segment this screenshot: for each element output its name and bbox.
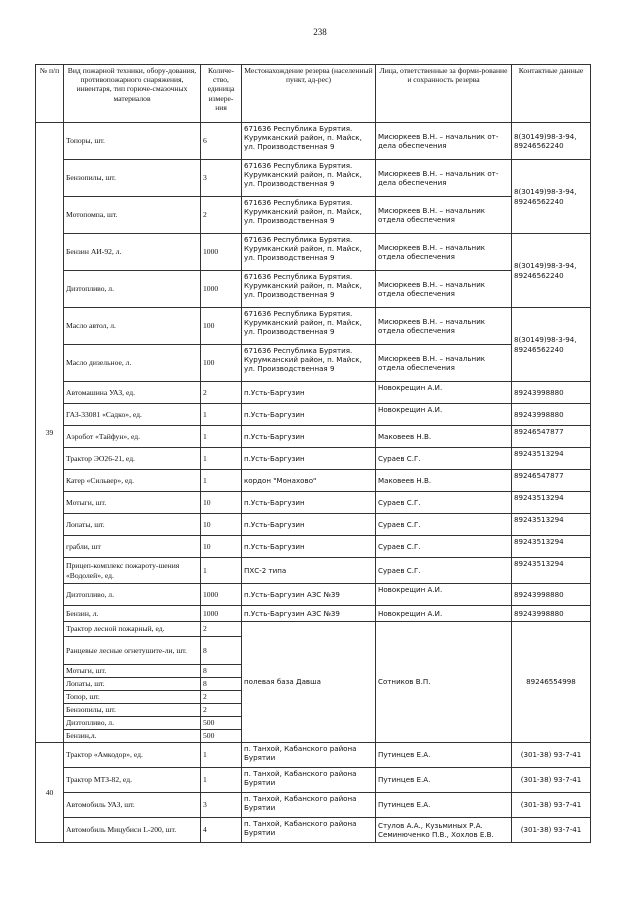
item-responsible: Новокрещин А.И.: [376, 382, 512, 404]
item-name: Прицеп-комплекс пожароту-шения «Водолей», ед.: [64, 558, 201, 584]
item-name: Топоры, шт.: [64, 123, 201, 160]
header-name: Вид пожарной техники, обору-дования, противопожарного снаряжения, инвентаря, тип горюче-смазочных материалов: [64, 65, 201, 123]
item-contact: 89243513294: [512, 514, 591, 536]
item-qty: 8: [201, 637, 242, 665]
item-contact: 8(30149)98-3-94, 89246562240: [512, 160, 591, 234]
item-responsible: Новокрещин А.И.: [376, 584, 512, 606]
item-name: Ранцевые лесные огнетушите-ли, шт.: [64, 637, 201, 665]
item-qty: 3: [201, 793, 242, 818]
item-name: Лопаты, шт.: [64, 514, 201, 536]
item-name: Катер «Сильвер», ед.: [64, 470, 201, 492]
item-contact: 8(30149)98-3-94, 89246562240: [512, 234, 591, 308]
table-row: [36, 197, 591, 234]
item-qty: 2: [201, 197, 242, 234]
item-name: Бензин,л.: [64, 730, 201, 743]
table-row: [36, 404, 591, 426]
table-row: [36, 382, 591, 404]
item-contact: 8(30149)98-3-94, 89246562240: [512, 123, 591, 160]
item-location: 671636 Республика Бурятия. Курумканский район, п. Майск, ул. Производственная 9: [242, 345, 376, 382]
item-qty: 10: [201, 492, 242, 514]
item-location: п.Усть-Баргузин: [242, 514, 376, 536]
item-name: Мотопомпа, шт.: [64, 197, 201, 234]
item-contact: 89246547877: [512, 470, 591, 492]
item-responsible: Путинцев Е.А.: [376, 768, 512, 793]
item-name: Бензин АИ-92, л.: [64, 234, 201, 271]
table-row: [36, 160, 591, 197]
item-name: Мотыги, шт.: [64, 665, 201, 678]
row-number-40: 40: [36, 743, 64, 843]
table-row: [36, 234, 591, 271]
item-qty: 6: [201, 123, 242, 160]
item-qty: 10: [201, 536, 242, 558]
item-qty: 4: [201, 818, 242, 843]
table-row: [36, 793, 591, 818]
item-name: Автомашина УАЗ, ед.: [64, 382, 201, 404]
item-location: п.Усть-Баргузин: [242, 382, 376, 404]
header-responsible: Лица, ответственные за форми-рование и сохранность резерва: [376, 65, 512, 123]
table-row: [36, 470, 591, 492]
item-contact: 89243998880: [512, 606, 591, 622]
item-contact: (301-38) 93-7-41: [512, 743, 591, 768]
item-name: Автомобиль УАЗ, шт.: [64, 793, 201, 818]
item-name: Топор, шт.: [64, 691, 201, 704]
item-name: ГАЗ-33081 «Садко», ед.: [64, 404, 201, 426]
row-number-39: 39: [36, 123, 64, 743]
item-qty: 1: [201, 426, 242, 448]
item-qty: 100: [201, 308, 242, 345]
item-contact: (301-38) 93-7-41: [512, 818, 591, 843]
header-num: № п/п: [36, 65, 64, 123]
item-location: кордон "Монахово": [242, 470, 376, 492]
item-responsible: Сураев С.Г.: [376, 536, 512, 558]
item-location: п.Усть-Баргузин АЗС №39: [242, 606, 376, 622]
header-contact: Контактные данные: [512, 65, 591, 123]
item-responsible: Путинцев Е.А.: [376, 743, 512, 768]
item-contact: 8(30149)98-3-94, 89246562240: [512, 308, 591, 382]
header-qty: Количе-ство, единица измере-ния: [201, 65, 242, 123]
item-responsible: Мисюркеев В.Н. – начальник от-дела обеспечения: [376, 160, 512, 197]
item-name: Трактор ЭО26-21, ед.: [64, 448, 201, 470]
page-number: 238: [313, 27, 327, 37]
item-location: ПХС-2 типа: [242, 558, 376, 584]
item-location: п.Усть-Баргузин: [242, 492, 376, 514]
item-qty: 1000: [201, 271, 242, 308]
item-name: Бензопилы, шт.: [64, 704, 201, 717]
item-location: 671636 Республика Бурятия. Курумканский район, п. Майск, ул. Производственная 9: [242, 308, 376, 345]
item-name: Трактор МТЗ-82, ед.: [64, 768, 201, 793]
item-responsible: Маковеев Н.В.: [376, 470, 512, 492]
table-row: [36, 768, 591, 793]
item-responsible: Сураев С.Г.: [376, 492, 512, 514]
item-qty: 1: [201, 743, 242, 768]
item-name: Дизтопливо, л.: [64, 584, 201, 606]
item-location: п.Усть-Баргузин: [242, 426, 376, 448]
item-location: 671636 Республика Бурятия. Курумканский район, п. Майск, ул. Производственная 9: [242, 123, 376, 160]
item-responsible: Новокрещин А.И.: [376, 606, 512, 622]
item-responsible: Новокрещин А.И.: [376, 404, 512, 426]
item-contact: 89243513294: [512, 536, 591, 558]
item-location: 671636 Республика Бурятия. Курумканский район, п. Майск, ул. Производственная 9: [242, 160, 376, 197]
table-row: [36, 345, 591, 382]
item-qty: 1: [201, 448, 242, 470]
item-qty: 2: [201, 691, 242, 704]
item-qty: 100: [201, 345, 242, 382]
item-qty: 2: [201, 622, 242, 637]
item-location: 671636 Республика Бурятия. Курумканский район, п. Майск, ул. Производственная 9: [242, 197, 376, 234]
item-qty: 500: [201, 717, 242, 730]
item-responsible: Мисюркеев В.Н. – начальник отдела обеспечения: [376, 308, 512, 345]
item-contact: 89243998880: [512, 584, 591, 606]
header-location: Местонахождение резерва (населенный пункт, ад-рес): [242, 65, 376, 123]
table-row: [36, 514, 591, 536]
table-row: [36, 123, 591, 160]
item-responsible: Путинцев Е.А.: [376, 793, 512, 818]
item-qty: 1000: [201, 606, 242, 622]
table-row: [36, 492, 591, 514]
item-qty: 3: [201, 160, 242, 197]
item-name: грабли, шт: [64, 536, 201, 558]
reserve-table: [35, 64, 591, 843]
item-qty: 1000: [201, 234, 242, 271]
item-name: Масло дизельное, л.: [64, 345, 201, 382]
item-responsible: Мисюркеев В.Н. – начальник отдела обеспечения: [376, 271, 512, 308]
table-row: [36, 426, 591, 448]
item-location: п.Усть-Баргузин: [242, 536, 376, 558]
item-location: полевая база Давша: [242, 622, 376, 743]
item-name: Трактор лесной пожарный, ед.: [64, 622, 201, 637]
item-contact: 89246547877: [512, 426, 591, 448]
item-name: Дизтопливо, л.: [64, 717, 201, 730]
item-contact: 89243513294: [512, 448, 591, 470]
table-row: [36, 308, 591, 345]
item-name: Бензопилы, шт.: [64, 160, 201, 197]
table-row: [36, 271, 591, 308]
table-row: [36, 448, 591, 470]
item-qty: 10: [201, 514, 242, 536]
header-row: [36, 65, 591, 123]
item-name: Аэробот «Тайфун», ед.: [64, 426, 201, 448]
item-qty: 1: [201, 768, 242, 793]
item-qty: 500: [201, 730, 242, 743]
item-contact: 89246554998: [512, 622, 591, 743]
item-name: Трактор «Амкодор», ед.: [64, 743, 201, 768]
table-row: [36, 622, 591, 637]
item-location: 671636 Республика Бурятия. Курумканский район, п. Майск, ул. Производственная 9: [242, 234, 376, 271]
item-contact: (301-38) 93-7-41: [512, 768, 591, 793]
item-responsible: Сураев С.Г.: [376, 514, 512, 536]
item-responsible: Сураев С.Г.: [376, 448, 512, 470]
table-row: [36, 536, 591, 558]
item-responsible: Мисюркеев В.Н. – начальник отдела обеспечения: [376, 197, 512, 234]
item-location: п.Усть-Баргузин АЗС №39: [242, 584, 376, 606]
item-location: п.Усть-Баргузин: [242, 448, 376, 470]
item-location: п. Танхой, Кабанского района Бурятии: [242, 743, 376, 768]
item-responsible: Мисюркеев В.Н. – начальник отдела обеспечения: [376, 234, 512, 271]
item-contact: 89243513294: [512, 492, 591, 514]
item-location: 671636 Республика Бурятия. Курумканский район, п. Майск, ул. Производственная 9: [242, 271, 376, 308]
item-location: п.Усть-Баргузин: [242, 404, 376, 426]
item-responsible: Мисюркеев В.Н. – начальник отдела обеспечения: [376, 345, 512, 382]
item-name: Автомобиль Мицубиси L-200, шт.: [64, 818, 201, 843]
item-qty: 1: [201, 470, 242, 492]
item-responsible: Сотников В.П.: [376, 622, 512, 743]
item-name: Мотыги, шт.: [64, 492, 201, 514]
table-row: [36, 584, 591, 606]
item-contact: 89243998880: [512, 404, 591, 426]
item-qty: 2: [201, 704, 242, 717]
item-responsible: Стулов А.А., Кузьминых Р.А. Семинюченко П.В., Хохлов Е.В.: [376, 818, 512, 843]
item-qty: 8: [201, 678, 242, 691]
item-name: Дизтопливо, л.: [64, 271, 201, 308]
item-qty: 1: [201, 558, 242, 584]
item-contact: 89243513294: [512, 558, 591, 584]
item-qty: 2: [201, 382, 242, 404]
table-row: [36, 606, 591, 622]
item-location: п. Танхой, Кабанского района Бурятии: [242, 768, 376, 793]
table-row: [36, 818, 591, 843]
table-row: [36, 743, 591, 768]
item-location: п. Танхой, Кабанского района Бурятии: [242, 793, 376, 818]
item-name: Лопаты, шт.: [64, 678, 201, 691]
item-name: Бензин, л.: [64, 606, 201, 622]
item-qty: 1: [201, 404, 242, 426]
item-name: Масло автол, л.: [64, 308, 201, 345]
item-responsible: Сураев С.Г.: [376, 558, 512, 584]
item-contact: 89243998880: [512, 382, 591, 404]
item-responsible: Мисюркеев В.Н. – начальник от-дела обеспечения: [376, 123, 512, 160]
item-location: п. Танхой, Кабанского района Бурятии: [242, 818, 376, 843]
item-qty: 1000: [201, 584, 242, 606]
item-contact: (301-38) 93-7-41: [512, 793, 591, 818]
item-responsible: Маковеев Н.В.: [376, 426, 512, 448]
table-row: [36, 558, 591, 584]
item-qty: 8: [201, 665, 242, 678]
